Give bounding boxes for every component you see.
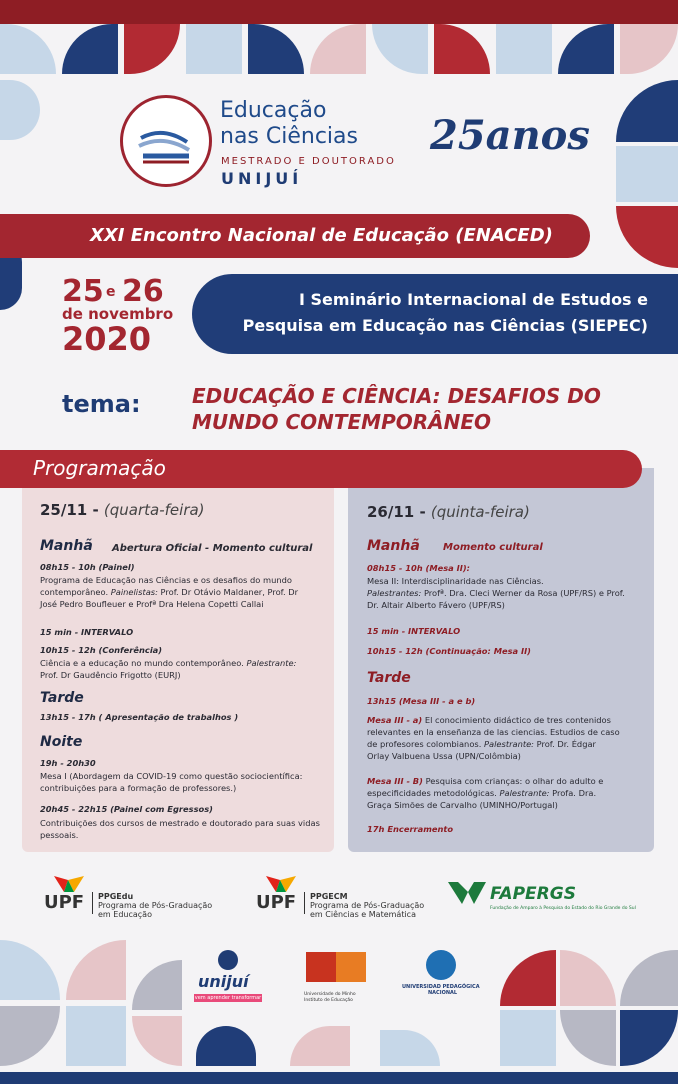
day1-morning-note: Abertura Oficial - Momento cultural (112, 543, 313, 554)
unijui-mark-icon (218, 950, 238, 970)
day2-afternoon: Tarde (367, 670, 411, 686)
day1-session2-time: 10h15 - 12h (Conferência) (40, 645, 163, 655)
anniversary-badge: 25anos (430, 112, 590, 159)
day1-schedule: 25/11 - (quarta-feira) Manhã Abertura Oficial - Momento cultural 08h15 - 10h (Painel) Programa de Educação nas Ciências e os desafios do mundo contemporâneo. Painelistas: Prof. Dr Otávio Maldaner, Prof. Dr José Pedro Boufleuer e Profª Dra Helena Copetti Callai 15 min - INTERVALO 10h15 - 12h (Conferência) Ciência e a educação no mundo contemporâneo. Palestrante: Prof. Dr Gaudêncio Frigotto (EURJ) Tarde 13h15 - 17h ( Apresentação de trabalhos ) Noite 19h - 20h30 Mesa I (Abordagem da COVID-19 como questão sociocientífica: contribuições para a formação de professores.) 20h45 - 22h15 (Painel com Egressos) Contribuições dos cursos de mestrado e doutorado para suas vidas pessoais. (40, 501, 320, 840)
day1-morning: Manhã (40, 538, 93, 554)
day1-night: Noite (40, 734, 83, 750)
day1-session1-time: 08h15 - 10h (Painel) (40, 562, 135, 572)
upf-flag-icon (54, 876, 84, 892)
fapergs-mark-icon (448, 882, 486, 904)
bottom-band (0, 1072, 678, 1084)
uminho-logo: Universidade do Minho Instituto de Educação (302, 952, 368, 1014)
upn-logo: UNIVERSIDAD PEDAGÓGICA NACIONAL (402, 948, 482, 1008)
logo-subtitle: MESTRADO E DOUTORADO (221, 156, 396, 167)
unijui-logo: unijuí vem aprender transformar (192, 950, 264, 1010)
day2-date: 26/11 - (quinta-feira) (367, 503, 530, 521)
day1-date: 25/11 - (quarta-feira) (40, 501, 205, 519)
day1-interval: 15 min - INTERVALO (40, 627, 134, 637)
day2-morning-note: Momento cultural (443, 542, 543, 553)
day2-end: 17h Encerramento (367, 824, 454, 834)
upn-seal-icon (426, 950, 456, 980)
logo-title: Educação nas Ciências (220, 98, 358, 149)
day2-interval: 15 min - INTERVALO (367, 626, 461, 636)
enaced-title: XXI Encontro Nacional de Educação (ENACED) (90, 225, 553, 246)
siepec-banner: I Seminário Internacional de Estudos e Pesquisa em Educação nas Ciências (SIEPEC) (192, 274, 678, 354)
day2-schedule: 26/11 - (quinta-feira) Manhã Momento cultural 08h15 - 10h (Mesa II): Mesa II: Interdisciplinaridade nas Ciências. Palestrantes: Profª. Dra. Cleci Werner da Rosa (UPF/RS) e Prof. Dr. Altair Alberto Fávero (UPF/RS) 15 min - INTERVALO 10h15 - 12h (Continuação: Mesa II) Tarde 13h15 (Mesa III - a e b) Mesa III - a) El conocimiento didáctico de tres contenidos relevantes en la enseñanza de las ciencias. Estudios de caso de profesores colombianos. Palestrante: Prof. Dr. Édgar Orlay Valbuena Ussa (UPN/Colômbia) Mesa III - B) Pesquisa com crianças: o olhar do adulto e especificidades metodológicas. Palestrante: Profa. Dra. Graça Simões de Carvalho (UMINHO/Portugal) 17h Encerramento (367, 503, 625, 834)
day2-morning: Manhã (367, 538, 420, 554)
uminho-mark-icon (306, 952, 336, 982)
upf-flag-icon (266, 876, 296, 892)
program-title: Programação (33, 456, 166, 480)
day1-afternoon: Tarde (40, 690, 84, 706)
theme-text: EDUCAÇÃO E CIÊNCIA: DESAFIOS DO MUNDO CONTEMPORÂNEO (192, 384, 601, 434)
theme-label: tema: (62, 390, 141, 418)
logo-university: UNIJUÍ (221, 169, 303, 188)
